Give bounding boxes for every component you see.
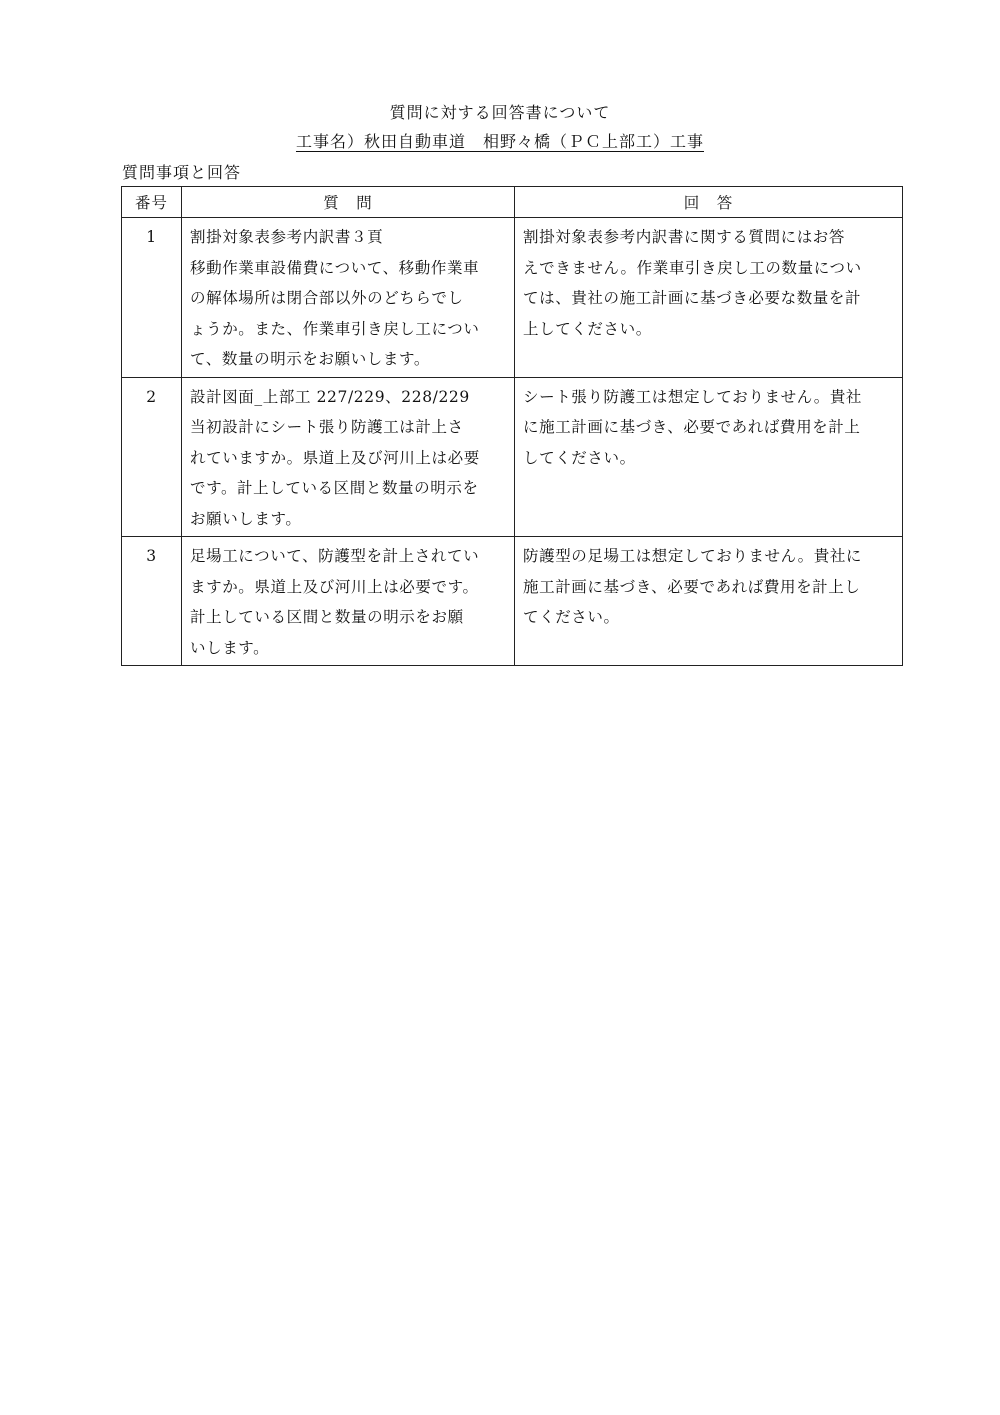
question-cell <box>182 377 515 537</box>
question-line: 移動作業車設備費について、移動作業車 <box>190 258 480 277</box>
answer-line: 防護型の足場工は想定しておりません。貴社に <box>523 547 863 565</box>
answer-line: てください。 <box>523 608 620 626</box>
header-number: 番号 <box>122 187 182 218</box>
table-row <box>122 537 903 666</box>
question-line: お願いします。 <box>190 509 302 528</box>
section-label: 質問事項と回答 <box>122 163 242 182</box>
project-name-text: 工事名）秋田自動車道 相野々橋（ＰＣ上部工）工事 <box>295 132 704 151</box>
question-line: 足場工について、防護型を計上されてい <box>190 547 480 565</box>
question-line: 計上している区間と数量の明示をお願 <box>190 608 464 626</box>
question-line: 設計図面_上部工 227/229、228/229 <box>190 387 470 406</box>
answer-cell <box>515 377 903 537</box>
answer-line: ては、貴社の施工計画に基づき必要な数量を計 <box>523 289 862 307</box>
answer-line: えできません。作業車引き戻し工の数量につい <box>523 258 862 277</box>
question-cell <box>182 537 515 666</box>
header-question: 質 問 <box>182 187 515 218</box>
answer-line: 施工計画に基づき、必要であれば費用を計上し <box>523 577 861 596</box>
question-line: ょうか。また、作業車引き戻し工につい <box>190 319 480 338</box>
question-line: 割掛対象表参考内訳書３頁 <box>190 228 384 246</box>
header-answer: 回 答 <box>515 187 903 218</box>
answer-cell <box>515 537 903 666</box>
answer-line: 上してください。 <box>523 319 652 338</box>
qa-table <box>121 186 903 666</box>
question-line: です。計上している区間と数量の明示を <box>190 479 479 497</box>
document-title: 質問に対する回答書について <box>389 103 611 122</box>
answer-line: 割掛対象表参考内訳書に関する質問にはお答 <box>523 228 846 246</box>
row-number: 1 <box>122 218 182 378</box>
question-line: の解体場所は閉合部以外のどちらでし <box>190 289 464 307</box>
answer-line: シート張り防護工は想定しておりません。貴社 <box>523 387 863 406</box>
answer-cell <box>515 218 903 378</box>
question-line: ますか。県道上及び河川上は必要です。 <box>190 577 479 596</box>
question-line: 当初設計にシート張り防護工は計上さ <box>190 418 464 436</box>
table-row <box>122 377 903 537</box>
answer-line: してください。 <box>523 448 636 467</box>
project-name <box>0 129 1000 152</box>
row-number: 2 <box>122 377 182 537</box>
row-number: 3 <box>122 537 182 666</box>
question-cell <box>182 218 515 378</box>
table-row <box>122 218 903 378</box>
question-line: れていますか。県道上及び河川上は必要 <box>190 448 480 467</box>
question-line: て、数量の明示をお願いします。 <box>190 350 430 368</box>
table-header-row <box>122 187 903 218</box>
answer-line: に施工計画に基づき、必要であれば費用を計上 <box>523 418 861 436</box>
question-line: いします。 <box>190 638 270 657</box>
